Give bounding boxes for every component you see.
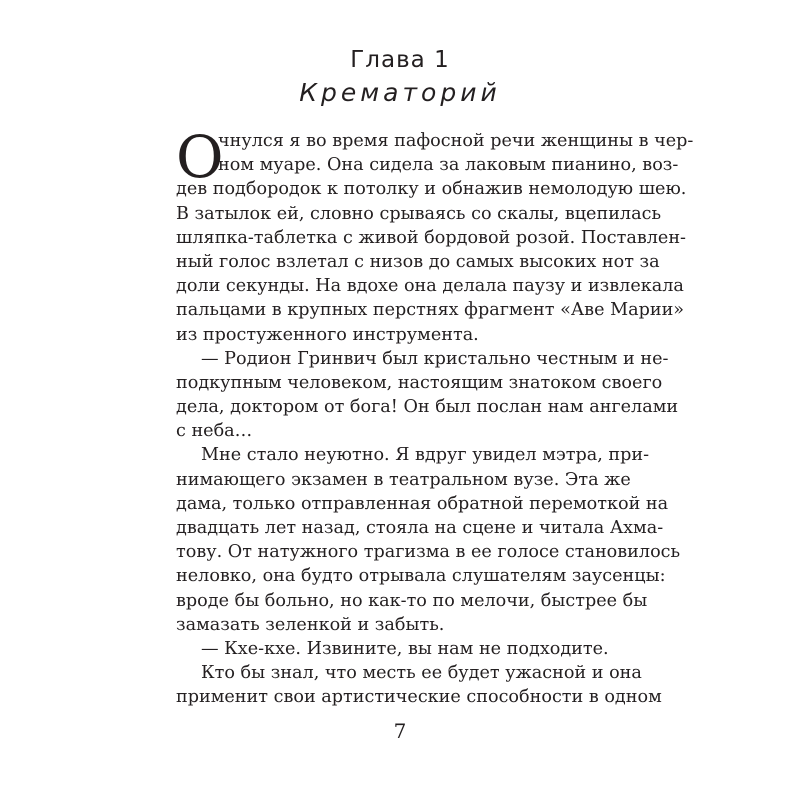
text-line: — Родион Гринвич был кристально честным и не- [201,348,669,369]
chapter-number: Глава 1 [350,47,450,73]
drop-cap: О [176,123,224,191]
text-line: тову. От натужного трагизма в ее голосе становилось [176,542,681,563]
body-text [176,123,694,710]
text-line: пальцами в крупных перстнях фрагмент «Аве Марии» [176,300,685,321]
text-line: В затылок ей, словно срываясь со скалы, вцепилась [176,203,662,224]
text-line: из простуженного инструмента. [176,324,479,345]
text-line: дев подбородок к потолку и обнажив немолодую шею. [176,179,687,200]
chapter-title: Крематорий [299,78,501,107]
text-line: ный голос взлетал с низов до самых высоких нот за [176,251,660,272]
text-line: неловко, она будто отрывала слушателям заусенцы: [176,566,666,587]
page-number: 7 [393,719,407,743]
text-line: ном муаре. Она сидела за лаковым пианино, воз- [218,155,679,176]
text-line: шляпка-таблетка с живой бордовой розой. Поставлен- [176,227,686,248]
text-line-content: чнулся я во время пафосной речи женщины в чер- [218,131,694,151]
text-line: двадцать лет назад, стояла на сцене и читала Ахма- [176,518,664,538]
text-line: дела, доктором от бога! Он был послан нам ангелами [176,397,679,418]
text-line: замазать зеленкой и забыть. [176,614,445,635]
text-line: нимающего экзамен в театральном вузе. Эта же [176,469,631,490]
text-line: подкупным человеком, настоящим знатоком своего [176,372,663,393]
text-line: Кто бы знал, что месть ее будет ужасной и она [201,663,642,684]
text-line: применит свои артистические способности в одном [176,687,662,708]
text-line: вроде бы больно, но как-то по мелочи, быстрее бы [176,590,648,611]
text-line: дама, только отправленная обратной перемоткой на [176,493,669,514]
text-line: Мне стало неуютно. Я вдруг увидел мэтра, при- [201,445,650,466]
text-line: доли секунды. На вдохе она делала паузу и извлекала [176,276,684,297]
text-line: — Кхе-кхе. Извините, вы нам не подходите. [201,638,609,659]
text-line: с неба… [176,421,253,442]
